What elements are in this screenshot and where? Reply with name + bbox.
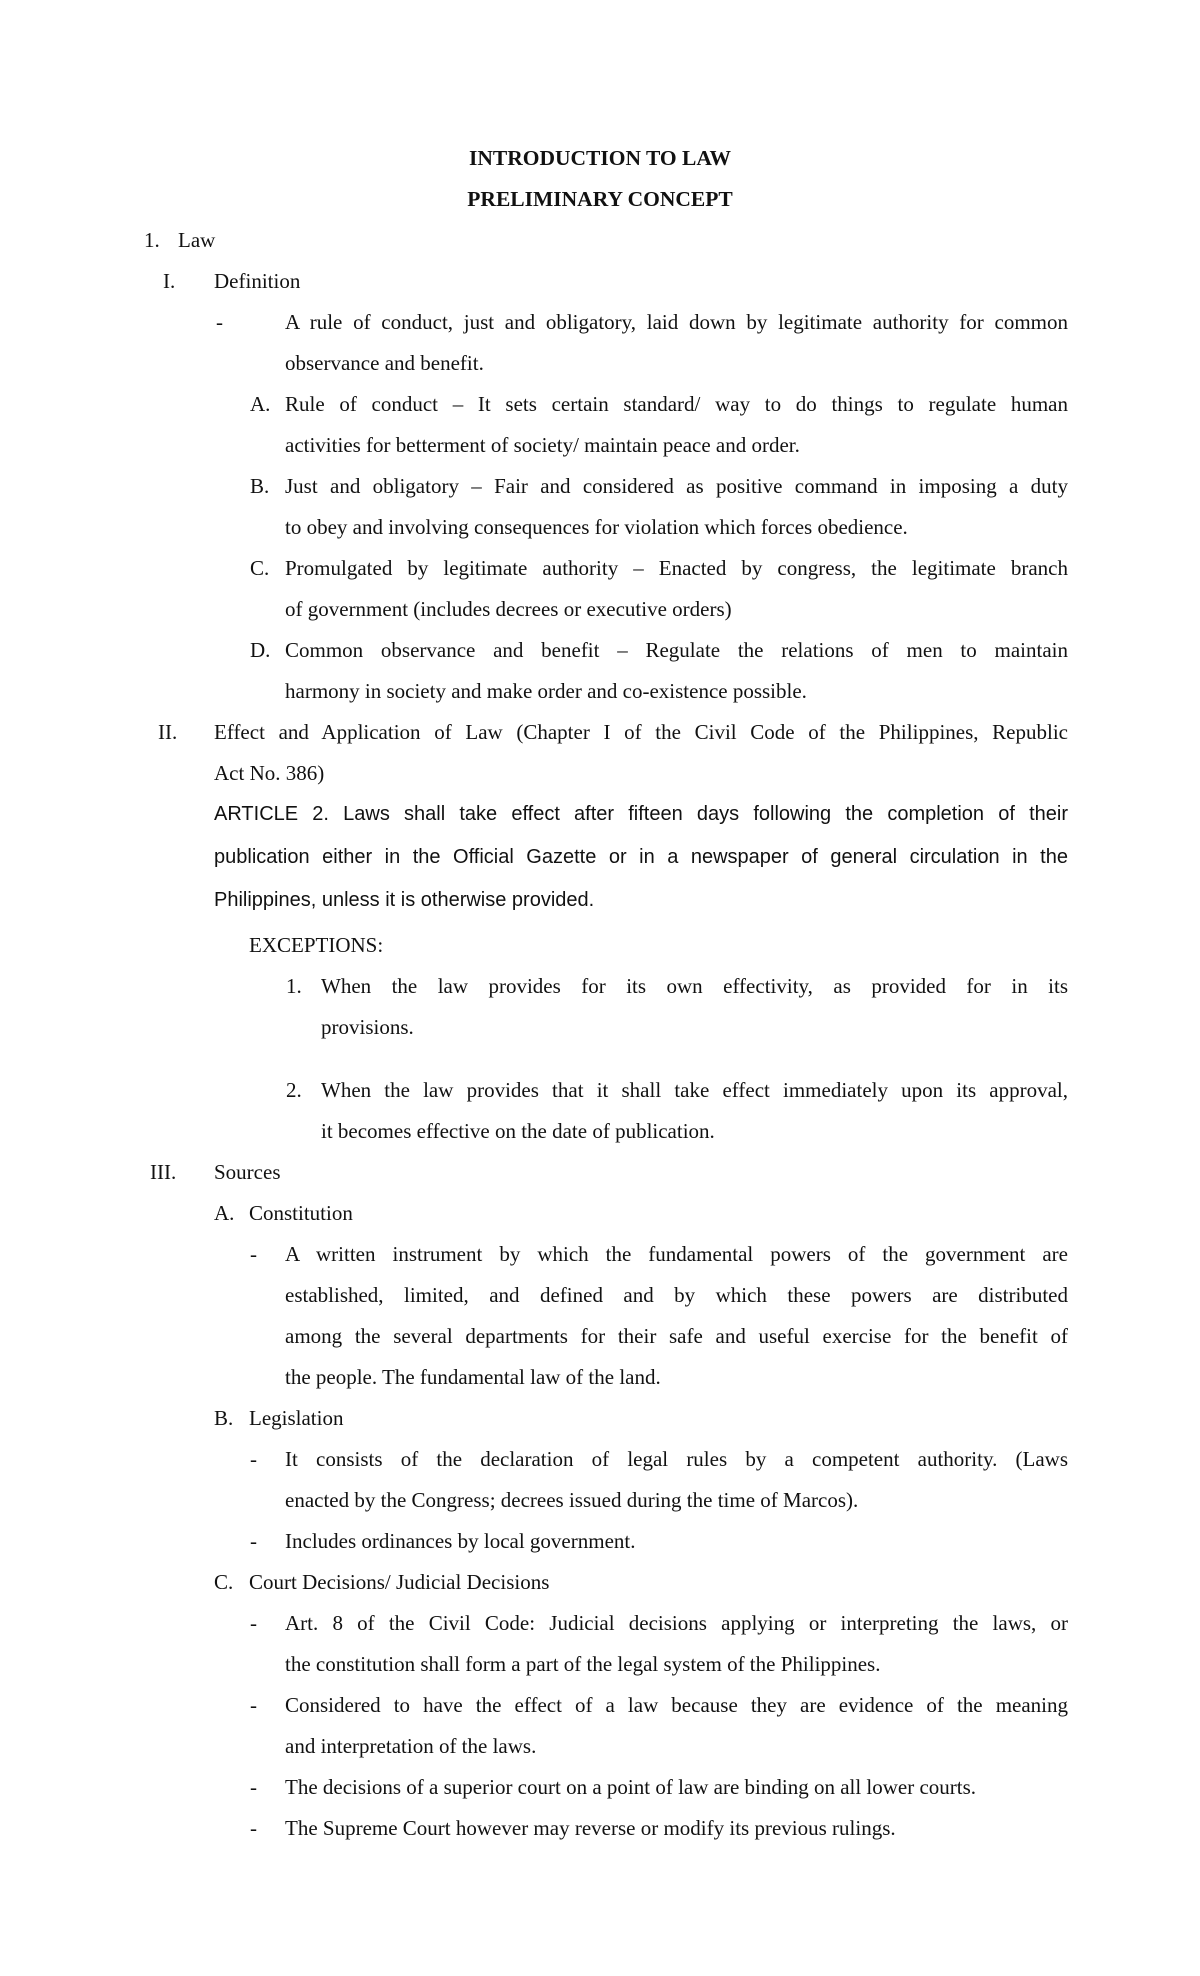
constitution-line-4: the people. The fundamental law of the land. <box>285 1365 661 1389</box>
item-1-label: Law <box>178 228 216 252</box>
article-2-line-2: publication either in the Official Gazette or in a newspaper of general circulation in the <box>214 846 1068 868</box>
article-2-line-3: Philippines, unless it is otherwise provided. <box>214 889 595 911</box>
definition-dash: - <box>216 310 223 334</box>
sources-b-heading: Legislation <box>249 1406 344 1430</box>
constitution-line-1: A written instrument by which the fundamental powers of the government are <box>285 1242 1068 1266</box>
definition-d-marker: D. <box>250 638 271 662</box>
exception-1-line-2: provisions. <box>321 1015 414 1039</box>
document-subtitle: PRELIMINARY CONCEPT <box>467 187 733 211</box>
definition-line-1: A rule of conduct, just and obligatory, laid down by legitimate authority for common <box>285 310 1068 334</box>
sources-c-heading: Court Decisions/ Judicial Decisions <box>249 1570 550 1594</box>
court-decisions-1-line-1: Art. 8 of the Civil Code: Judicial decisions applying or interpreting the laws, or <box>285 1611 1068 1635</box>
court-decisions-4-line-1: The Supreme Court however may reverse or modify its previous rulings. <box>285 1816 896 1840</box>
section-3-heading: Sources <box>214 1160 281 1184</box>
definition-b-line-2: to obey and involving consequences for violation which forces obedience. <box>285 515 908 539</box>
exception-2-line-1: When the law provides that it shall take effect immediately upon its approval, <box>321 1078 1068 1102</box>
exception-2-line-2: it becomes effective on the date of publication. <box>321 1119 715 1143</box>
court-decisions-dash-4: - <box>250 1816 257 1840</box>
legislation-1-line-1: It consists of the declaration of legal rules by a competent authority. (Laws <box>285 1447 1068 1471</box>
court-decisions-dash-2: - <box>250 1693 257 1717</box>
exception-2-marker: 2. <box>286 1078 302 1102</box>
definition-d-line-2: harmony in society and make order and co-existence possible. <box>285 679 807 703</box>
definition-d-line-1: Common observance and benefit – Regulate the relations of men to maintain <box>285 638 1068 662</box>
sources-c-marker: C. <box>214 1570 234 1594</box>
court-decisions-dash-1: - <box>250 1611 257 1635</box>
section-3-marker: III. <box>150 1160 177 1184</box>
definition-c-marker: C. <box>250 556 270 580</box>
section-2-heading-line-2: Act No. 386) <box>214 761 325 785</box>
exceptions-heading: EXCEPTIONS: <box>249 933 384 957</box>
sources-b-marker: B. <box>214 1406 234 1430</box>
legislation-1-line-2: enacted by the Congress; decrees issued during the time of Marcos). <box>285 1488 859 1512</box>
court-decisions-dash-3: - <box>250 1775 257 1799</box>
definition-line-2: observance and benefit. <box>285 351 484 375</box>
constitution-line-2: established, limited, and defined and by which these powers are distributed <box>285 1283 1068 1307</box>
section-1-marker: I. <box>163 269 176 293</box>
sources-a-heading: Constitution <box>249 1201 353 1225</box>
definition-c-line-1: Promulgated by legitimate authority – Enacted by congress, the legitimate branch <box>285 556 1068 580</box>
definition-a-line-1: Rule of conduct – It sets certain standard/ way to do things to regulate human <box>285 392 1068 416</box>
sources-a-marker: A. <box>214 1201 235 1225</box>
definition-b-line-1: Just and obligatory – Fair and considered as positive command in imposing a duty <box>285 474 1068 498</box>
definition-a-line-2: activities for betterment of society/ maintain peace and order. <box>285 433 800 457</box>
document-title: INTRODUCTION TO LAW <box>468 146 732 170</box>
legislation-2-line-1: Includes ordinances by local government. <box>285 1529 636 1553</box>
definition-a-marker: A. <box>250 392 271 416</box>
constitution-dash: - <box>250 1242 257 1266</box>
definition-b-marker: B. <box>250 474 270 498</box>
exception-1-line-1: When the law provides for its own effectivity, as provided for in its <box>321 974 1068 998</box>
legislation-dash-2: - <box>250 1529 257 1553</box>
court-decisions-1-line-2: the constitution shall form a part of the legal system of the Philippines. <box>285 1652 881 1676</box>
court-decisions-2-line-1: Considered to have the effect of a law because they are evidence of the meaning <box>285 1693 1068 1717</box>
definition-c-line-2: of government (includes decrees or executive orders) <box>285 597 732 621</box>
legislation-dash-1: - <box>250 1447 257 1471</box>
section-1-heading: Definition <box>214 269 301 293</box>
court-decisions-2-line-2: and interpretation of the laws. <box>285 1734 537 1758</box>
article-2-line-1: ARTICLE 2. Laws shall take effect after fifteen days following the completion of their <box>214 803 1068 825</box>
court-decisions-3-line-1: The decisions of a superior court on a point of law are binding on all lower courts. <box>285 1775 977 1799</box>
item-1-marker: 1. <box>144 228 160 252</box>
constitution-line-3: among the several departments for their safe and useful exercise for the benefit of <box>285 1324 1068 1348</box>
exception-1-marker: 1. <box>286 974 302 998</box>
section-2-heading-line-1: Effect and Application of Law (Chapter I of the Civil Code of the Philippines, Republic <box>214 720 1068 744</box>
section-2-marker: II. <box>158 720 178 744</box>
